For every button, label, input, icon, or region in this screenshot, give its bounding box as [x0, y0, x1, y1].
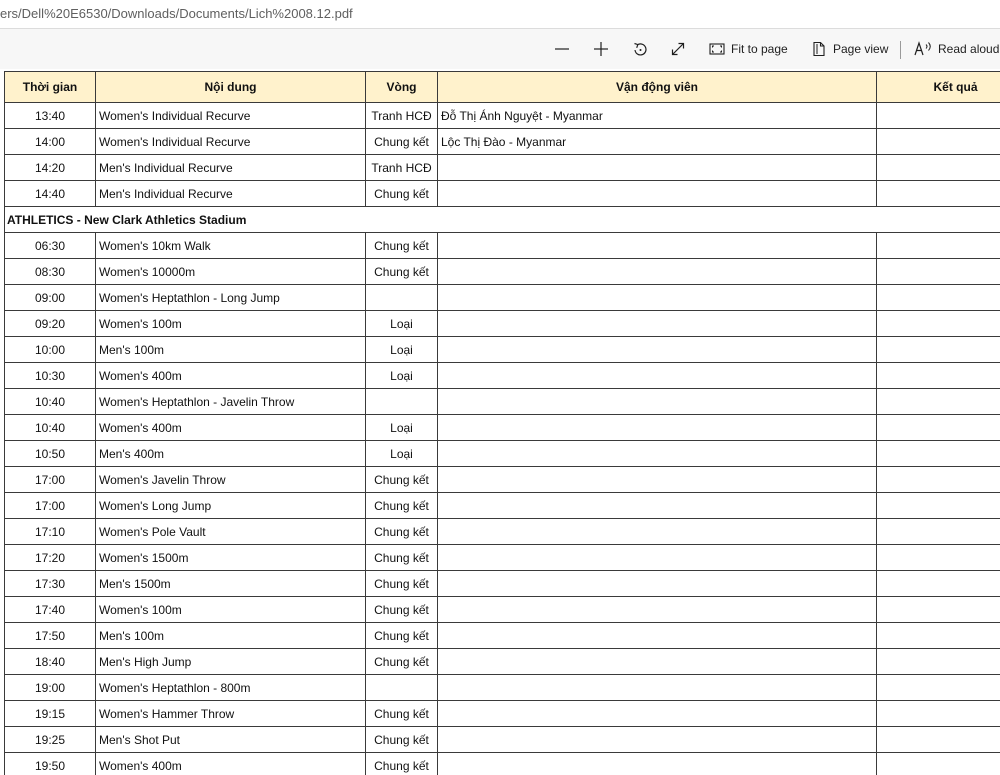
plus-icon: [592, 40, 610, 58]
table-row: [5, 389, 1000, 415]
cell-result: [877, 389, 1000, 415]
header-event: Nội dung: [96, 72, 366, 103]
cell-time: 09:20: [5, 311, 96, 337]
cell-result: [877, 597, 1000, 623]
table-row: [5, 233, 1000, 259]
cell-result: [877, 103, 1000, 129]
cell-round: Tranh HCĐ: [366, 155, 438, 181]
cell-round: Chung kết: [366, 519, 438, 545]
cell-athlete: Đỗ Thị Ánh Nguyệt - Myanmar: [438, 103, 877, 129]
table-row: [5, 441, 1000, 467]
cell-time: 19:15: [5, 701, 96, 727]
cell-athlete: [438, 467, 877, 493]
cell-event: Women's 100m: [96, 311, 366, 337]
file-path[interactable]: ers/Dell%20E6530/Downloads/Documents/Lich%2008.12.pdf: [0, 6, 353, 21]
cell-round: Loại: [366, 311, 438, 337]
cell-athlete: [438, 285, 877, 311]
cell-result: [877, 519, 1000, 545]
table-row: [5, 597, 1000, 623]
cell-time: 08:30: [5, 259, 96, 285]
cell-time: 09:00: [5, 285, 96, 311]
cell-result: [877, 415, 1000, 441]
cell-athlete: [438, 519, 877, 545]
cell-event: Women's 10km Walk: [96, 233, 366, 259]
cell-time: 19:50: [5, 753, 96, 775]
cell-round: Chung kết: [366, 129, 438, 155]
cell-result: [877, 337, 1000, 363]
cell-time: 14:00: [5, 129, 96, 155]
cell-event: Women's Heptathlon - 800m: [96, 675, 366, 701]
cell-result: [877, 441, 1000, 467]
cell-round: Chung kết: [366, 545, 438, 571]
cell-round: [366, 285, 438, 311]
section-row: [5, 207, 1000, 233]
page-view-button[interactable]: [810, 29, 888, 69]
cell-athlete: [438, 545, 877, 571]
cell-event: Women's Long Jump: [96, 493, 366, 519]
cell-athlete: [438, 597, 877, 623]
read-aloud-icon: [913, 40, 935, 58]
schedule-table: [4, 71, 1000, 775]
cell-round: [366, 675, 438, 701]
cell-athlete: [438, 181, 877, 207]
cell-round: Loại: [366, 415, 438, 441]
table-row: [5, 675, 1000, 701]
cell-result: [877, 545, 1000, 571]
cell-event: Men's 1500m: [96, 571, 366, 597]
header-round: Vòng: [366, 72, 438, 103]
cell-athlete: [438, 233, 877, 259]
cell-result: [877, 259, 1000, 285]
pdf-page: [0, 69, 1000, 775]
cell-result: [877, 181, 1000, 207]
zoom-out-button[interactable]: [553, 29, 571, 69]
rotate-icon: [631, 40, 649, 58]
table-row: [5, 103, 1000, 129]
cell-round: Chung kết: [366, 753, 438, 775]
cell-event: Women's 400m: [96, 415, 366, 441]
cell-athlete: [438, 571, 877, 597]
zoom-in-button[interactable]: [592, 29, 610, 69]
table-row: [5, 181, 1000, 207]
page-view-label: Page view: [833, 42, 889, 56]
cell-round: Chung kết: [366, 181, 438, 207]
cell-round: Chung kết: [366, 571, 438, 597]
cell-time: 17:30: [5, 571, 96, 597]
table-row: [5, 467, 1000, 493]
cell-result: [877, 753, 1000, 775]
cell-time: 17:00: [5, 467, 96, 493]
table-row: [5, 623, 1000, 649]
cell-round: Chung kết: [366, 467, 438, 493]
cell-round: Chung kết: [366, 493, 438, 519]
cell-event: Women's 100m: [96, 597, 366, 623]
cell-event: Women's Heptathlon - Long Jump: [96, 285, 366, 311]
cell-time: 17:50: [5, 623, 96, 649]
cell-result: [877, 571, 1000, 597]
cell-result: [877, 675, 1000, 701]
table-row: [5, 519, 1000, 545]
cell-athlete: [438, 337, 877, 363]
cell-event: Men's 400m: [96, 441, 366, 467]
cell-round: Tranh HCĐ: [366, 103, 438, 129]
cell-athlete: [438, 623, 877, 649]
cell-result: [877, 727, 1000, 753]
pdf-toolbar: [0, 29, 1000, 69]
cell-event: Women's 1500m: [96, 545, 366, 571]
read-aloud-button[interactable]: [913, 29, 999, 69]
cell-time: 17:10: [5, 519, 96, 545]
cell-round: Chung kết: [366, 623, 438, 649]
table-row: [5, 545, 1000, 571]
cell-round: [366, 389, 438, 415]
cell-round: Loại: [366, 337, 438, 363]
cell-athlete: [438, 311, 877, 337]
cell-athlete: [438, 649, 877, 675]
cell-athlete: [438, 701, 877, 727]
table-row: [5, 285, 1000, 311]
cell-time: 17:20: [5, 545, 96, 571]
cell-time: 19:00: [5, 675, 96, 701]
rotate-button[interactable]: [631, 29, 649, 69]
section-title: ATHLETICS - New Clark Athletics Stadium: [5, 207, 1000, 233]
cell-round: Loại: [366, 363, 438, 389]
table-row: [5, 155, 1000, 181]
cell-result: [877, 701, 1000, 727]
cell-athlete: [438, 363, 877, 389]
cell-time: 10:40: [5, 389, 96, 415]
table-header-row: [5, 72, 1000, 103]
cell-round: Chung kết: [366, 259, 438, 285]
cell-time: 17:00: [5, 493, 96, 519]
cell-result: [877, 233, 1000, 259]
cell-round: Loại: [366, 441, 438, 467]
cell-event: Women's Heptathlon - Javelin Throw: [96, 389, 366, 415]
cell-time: 10:40: [5, 415, 96, 441]
table-row: [5, 259, 1000, 285]
table-row: [5, 311, 1000, 337]
cell-result: [877, 363, 1000, 389]
cell-athlete: [438, 727, 877, 753]
cell-athlete: [438, 415, 877, 441]
table-row: [5, 727, 1000, 753]
fit-page-icon: [708, 40, 726, 58]
cell-result: [877, 155, 1000, 181]
cell-round: Chung kết: [366, 727, 438, 753]
cell-event: Women's Javelin Throw: [96, 467, 366, 493]
header-result: Kết quả: [877, 72, 1000, 103]
table-row: [5, 337, 1000, 363]
minus-icon: [553, 40, 571, 58]
cell-athlete: [438, 259, 877, 285]
cell-result: [877, 129, 1000, 155]
cell-event: Women's Individual Recurve: [96, 103, 366, 129]
cell-result: [877, 649, 1000, 675]
toolbar-separator: [900, 41, 901, 59]
cell-time: 14:20: [5, 155, 96, 181]
cell-time: 13:40: [5, 103, 96, 129]
cell-event: Women's Individual Recurve: [96, 129, 366, 155]
cell-athlete: [438, 675, 877, 701]
cell-result: [877, 467, 1000, 493]
cell-time: 10:00: [5, 337, 96, 363]
header-athlete: Vận động viên: [438, 72, 877, 103]
cell-event: Women's 10000m: [96, 259, 366, 285]
cell-event: Men's Individual Recurve: [96, 155, 366, 181]
cell-athlete: [438, 493, 877, 519]
cell-athlete: [438, 155, 877, 181]
cell-event: Men's 100m: [96, 623, 366, 649]
cell-time: 14:40: [5, 181, 96, 207]
cell-time: 10:30: [5, 363, 96, 389]
cell-event: Men's Individual Recurve: [96, 181, 366, 207]
cell-event: Women's Pole Vault: [96, 519, 366, 545]
cell-result: [877, 285, 1000, 311]
fullscreen-button[interactable]: [669, 29, 687, 69]
cell-event: Women's 400m: [96, 753, 366, 775]
table-row: [5, 363, 1000, 389]
cell-event: Women's 400m: [96, 363, 366, 389]
header-time: Thời gian: [5, 72, 96, 103]
cell-result: [877, 493, 1000, 519]
table-row: [5, 493, 1000, 519]
table-row: [5, 129, 1000, 155]
page-view-icon: [810, 40, 828, 58]
cell-round: Chung kết: [366, 233, 438, 259]
table-row: [5, 753, 1000, 775]
cell-athlete: [438, 441, 877, 467]
expand-icon: [669, 40, 687, 58]
cell-time: 18:40: [5, 649, 96, 675]
table-row: [5, 701, 1000, 727]
cell-event: Women's Hammer Throw: [96, 701, 366, 727]
cell-round: Chung kết: [366, 701, 438, 727]
cell-round: Chung kết: [366, 649, 438, 675]
cell-result: [877, 311, 1000, 337]
fit-to-page-button[interactable]: [708, 29, 788, 69]
fit-to-page-label: Fit to page: [731, 42, 788, 56]
cell-time: 10:50: [5, 441, 96, 467]
table-row: [5, 571, 1000, 597]
cell-result: [877, 623, 1000, 649]
table-row: [5, 649, 1000, 675]
cell-athlete: [438, 753, 877, 775]
cell-athlete: Lộc Thị Đào - Myanmar: [438, 129, 877, 155]
cell-time: 17:40: [5, 597, 96, 623]
read-aloud-label: Read aloud: [938, 42, 1000, 56]
cell-event: Men's High Jump: [96, 649, 366, 675]
cell-athlete: [438, 389, 877, 415]
cell-round: Chung kết: [366, 597, 438, 623]
cell-event: Men's 100m: [96, 337, 366, 363]
table-row: [5, 415, 1000, 441]
cell-time: 19:25: [5, 727, 96, 753]
cell-event: Men's Shot Put: [96, 727, 366, 753]
cell-time: 06:30: [5, 233, 96, 259]
address-bar[interactable]: [0, 0, 1000, 29]
